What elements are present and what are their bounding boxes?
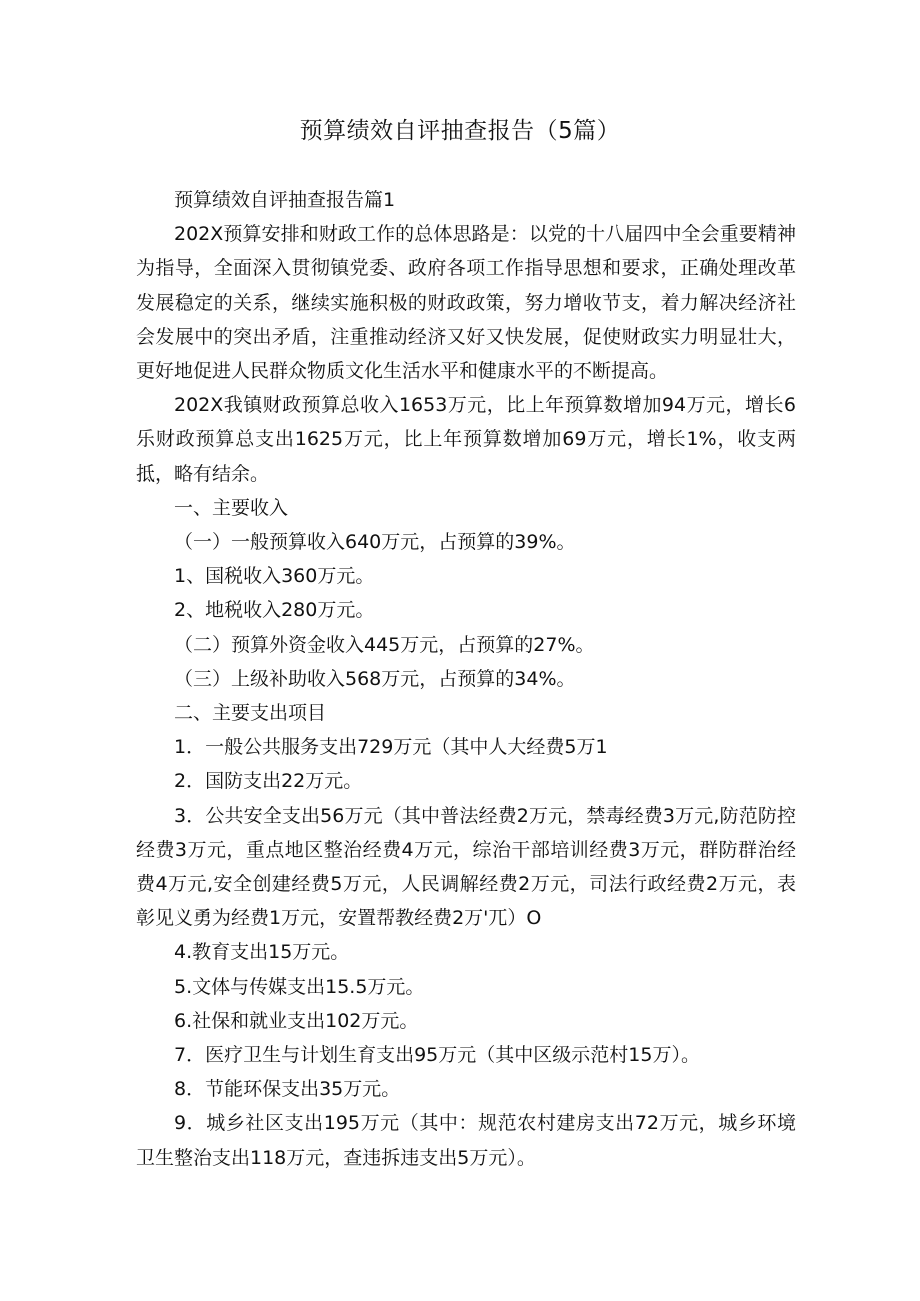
list-item: 2．国防支出22万元。 — [174, 770, 363, 793]
list-item: 2、地税收入280万元。 — [174, 599, 375, 622]
list-item: 6.社保和就业支出102万元。 — [174, 1009, 419, 1032]
heading-main-expenditure: 二、主要支出项目 — [174, 702, 327, 725]
list-item: （二）预算外资金收入445万元，占预算的27%。 — [174, 633, 595, 656]
heading-main-income: 一、主要收入 — [174, 496, 289, 519]
list-item: （一）一般预算收入640万元，占预算的39%。 — [174, 531, 576, 554]
list-item: 3．公共安全支出56万元（其中普法经费2万元，禁毒经费3万元,防范防控经费3万元，重点地区整治经费4万元，综治干部培训经费3万元，群防群治经费4万元,安全创建经费5万元，人民调解经费2万元，司法行政经费2万元，表彰见义勇为经费1万元，安置帮教经费2万'兀）O — [136, 804, 796, 930]
list-item: 7．医疗卫生与计划生育支出95万元（其中区级示范村15万）。 — [174, 1044, 700, 1067]
paragraph-overall-approach: 202X预算安排和财政工作的总体思路是：以党的十八届四中全会重要精神为指导，全面深入贯彻镇党委、政府各项工作指导思想和要求，正确处理改革发展稳定的关系，继续实施积极的财政政策，努力增收节支，着力解决经济社会发展中的突出矛盾，注重推动经济又好又快发展，促使财政实力明显壮大，更好地促进人民群众物质文化生活水平和健康水平的不断提高。 — [136, 223, 796, 383]
document-title: 预算绩效自评抽查报告（5篇） — [299, 118, 621, 144]
section-heading: 预算绩效自评抽查报告篇1 — [174, 189, 396, 211]
paragraph-budget-summary: 202X我镇财政预算总收入1653万元，比上年预算数增加94万元，增长6乐财政预算总支出1625万元，比上年预算数增加69万元，增长1%，收支两抵，略有结余。 — [136, 394, 796, 485]
list-item: 4.教育支出15万元。 — [174, 941, 350, 964]
list-item: 5.文体与传媒支出15.5万元。 — [174, 975, 425, 998]
list-item: 9．城乡社区支出195万元（其中：规范农村建房支出72万元，城乡环境卫生整治支出118万元，查违拆违支出5万元）。 — [136, 1112, 796, 1169]
list-item: 1、国税收入360万元。 — [174, 565, 375, 588]
list-item: 8．节能环保支出35万元。 — [174, 1078, 401, 1101]
list-item: 1．一般公共服务支出729万元（其中人大经费5万1 — [174, 736, 608, 759]
document-body — [136, 183, 796, 1175]
list-item: （三）上级补助收入568万元，占预算的34%。 — [174, 667, 576, 690]
